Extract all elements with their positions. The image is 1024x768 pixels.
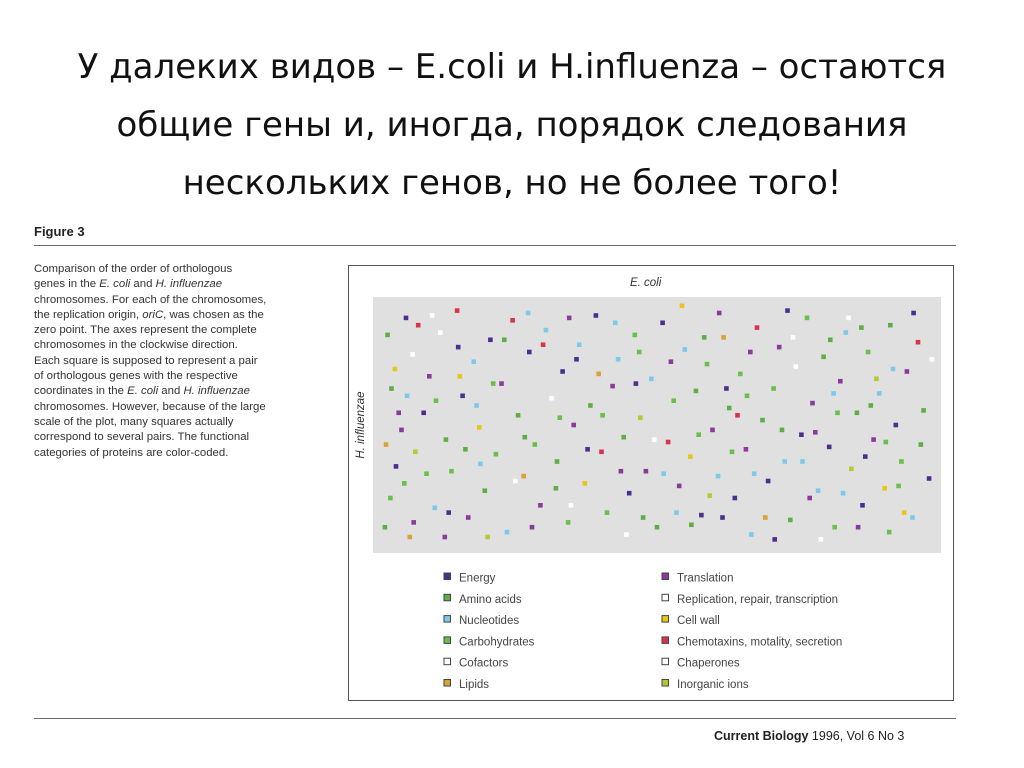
data-point — [680, 303, 685, 308]
data-point — [549, 396, 554, 401]
legend-swatch — [662, 680, 669, 687]
data-point — [446, 510, 451, 515]
legend-label: Chemotaxins, motality, secretion — [677, 636, 843, 649]
data-point — [458, 374, 463, 379]
caption-text: chromosomes. However, because of the large — [34, 400, 266, 413]
data-point — [683, 347, 688, 352]
data-point — [666, 440, 671, 445]
data-point — [404, 316, 409, 321]
data-point — [494, 452, 499, 457]
data-point — [513, 479, 518, 484]
data-point — [652, 437, 657, 442]
data-point — [891, 367, 896, 372]
data-point — [730, 450, 735, 455]
data-point — [416, 323, 421, 328]
caption-text: of orthologous genes with the respective — [34, 370, 238, 383]
data-point — [538, 503, 543, 508]
data-point — [649, 377, 654, 382]
legend-swatch — [662, 658, 669, 665]
data-point — [502, 338, 507, 343]
data-point — [705, 362, 710, 367]
data-point — [877, 391, 882, 396]
data-point — [505, 530, 510, 535]
legend-swatch — [444, 616, 451, 623]
data-point — [930, 357, 935, 362]
data-point — [585, 447, 590, 452]
data-point — [805, 316, 810, 321]
data-point — [846, 316, 851, 321]
data-point — [859, 325, 864, 330]
legend-swatch — [662, 637, 669, 644]
data-point — [605, 510, 610, 515]
plot-area — [373, 297, 941, 553]
data-point — [430, 313, 435, 318]
caption-text: Comparison of the order of orthologous — [34, 263, 233, 275]
data-point — [813, 430, 818, 435]
data-point — [841, 491, 846, 496]
data-point — [894, 423, 899, 428]
caption-text: H. influenzae — [183, 385, 250, 398]
data-point — [616, 357, 621, 362]
data-point — [927, 476, 932, 481]
caption-line — [34, 415, 329, 430]
data-point — [708, 493, 713, 498]
data-point — [434, 398, 439, 403]
caption-line — [34, 308, 329, 323]
data-point — [671, 398, 676, 403]
caption-text: zero point. The axes represent the complete — [34, 324, 257, 337]
data-point — [588, 403, 593, 408]
data-point — [499, 381, 504, 386]
data-point — [438, 330, 443, 335]
data-point — [828, 338, 833, 343]
data-point — [832, 525, 837, 530]
data-point — [554, 486, 559, 491]
figure-top-divider — [34, 245, 956, 246]
legend-label: Inorganic ions — [677, 679, 749, 691]
data-point — [385, 333, 390, 338]
caption-line — [34, 430, 329, 445]
caption-line — [34, 354, 329, 369]
data-point — [661, 471, 666, 476]
data-point — [745, 394, 750, 399]
legend-label: Nucleotides — [459, 615, 520, 628]
caption-text: and — [158, 385, 184, 398]
legend-label: Carbohydrates — [459, 636, 535, 649]
data-point — [413, 450, 418, 455]
data-point — [491, 381, 496, 386]
data-point — [766, 479, 771, 484]
data-point — [471, 359, 476, 364]
data-point — [421, 411, 426, 416]
data-point — [455, 308, 460, 313]
data-point — [463, 447, 468, 452]
data-point — [735, 413, 740, 418]
data-point — [755, 325, 760, 330]
data-point — [916, 340, 921, 345]
data-point — [780, 428, 785, 433]
data-point — [474, 403, 479, 408]
data-point — [477, 425, 482, 430]
data-point — [763, 515, 768, 520]
caption-text: Each square is supposed to represent a pair — [34, 354, 258, 367]
data-point — [399, 428, 404, 433]
data-point — [449, 469, 454, 474]
legend-label: Replication, repair, transcription — [677, 593, 839, 606]
data-point — [791, 335, 796, 340]
data-point — [427, 374, 432, 379]
data-point — [752, 471, 757, 476]
data-point — [860, 503, 865, 508]
caption-line — [34, 323, 329, 338]
data-point — [660, 321, 665, 326]
slide-title-line-3: нескольких генов, но не более того! — [182, 163, 842, 203]
data-point — [569, 503, 574, 508]
data-point — [819, 537, 824, 542]
data-point — [794, 364, 799, 369]
data-point — [402, 481, 407, 486]
data-point — [560, 369, 565, 374]
legend-swatch — [444, 637, 451, 644]
data-point — [694, 389, 699, 394]
data-point — [456, 345, 461, 350]
data-point — [905, 369, 910, 374]
figure-bottom-divider — [34, 718, 956, 719]
data-point — [720, 515, 725, 520]
data-point — [688, 454, 693, 459]
data-point — [689, 523, 694, 528]
caption-line — [34, 338, 329, 353]
data-point — [558, 415, 563, 420]
data-point — [702, 335, 707, 340]
data-point — [855, 411, 860, 416]
legend-swatch — [444, 658, 451, 665]
data-point — [831, 391, 836, 396]
legend-swatch — [662, 616, 669, 623]
data-point — [785, 308, 790, 313]
legend-label: Chaperones — [677, 657, 740, 670]
data-point — [621, 435, 626, 440]
legend-swatch — [444, 573, 451, 580]
data-point — [871, 437, 876, 442]
data-point — [523, 435, 528, 440]
caption-line — [34, 400, 329, 415]
data-point — [384, 442, 389, 447]
data-point — [772, 537, 777, 542]
caption-line — [34, 369, 329, 384]
legend-label: Amino acids — [459, 593, 522, 606]
slide-title-line-1: У далеких видов – E.coli и H.influenza – остаются — [77, 47, 947, 87]
figure-panel — [348, 265, 954, 701]
data-point — [613, 321, 618, 326]
data-point — [710, 428, 715, 433]
data-point — [510, 318, 515, 323]
legend-swatch — [444, 594, 451, 601]
data-point — [388, 496, 393, 501]
data-point — [485, 535, 490, 540]
caption-text: categories of proteins are color-coded. — [34, 446, 229, 459]
data-point — [641, 515, 646, 520]
journal-name: Current Biology — [714, 729, 809, 743]
data-point — [827, 445, 832, 450]
data-point — [478, 462, 483, 467]
data-point — [443, 535, 448, 540]
caption-text: , was chosen as the — [163, 308, 264, 321]
data-point — [624, 532, 629, 537]
data-point — [599, 450, 604, 455]
data-point — [896, 484, 901, 489]
data-point — [727, 406, 732, 411]
data-point — [882, 486, 887, 491]
data-point — [396, 411, 401, 416]
data-point — [699, 513, 704, 518]
data-point — [677, 484, 682, 489]
data-point — [887, 530, 892, 535]
data-point — [483, 488, 488, 493]
journal-citation: 1996, Vol 6 No 3 — [808, 729, 905, 743]
data-point — [637, 350, 642, 355]
data-point — [856, 525, 861, 530]
data-point — [488, 338, 493, 343]
data-point — [444, 437, 449, 442]
data-point — [674, 510, 679, 515]
legend-swatch — [662, 594, 669, 601]
data-point — [389, 386, 394, 391]
data-point — [807, 496, 812, 501]
data-point — [638, 415, 643, 420]
data-point — [644, 469, 649, 474]
data-point — [738, 372, 743, 377]
data-point — [911, 311, 916, 316]
data-point — [533, 442, 538, 447]
data-point — [849, 467, 854, 472]
data-point — [566, 520, 571, 525]
caption-text: correspond to several pairs. The functional — [34, 431, 250, 444]
data-point — [777, 345, 782, 350]
data-point — [863, 454, 868, 459]
data-point — [627, 491, 632, 496]
data-point — [516, 413, 521, 418]
data-point — [844, 330, 849, 335]
data-point — [411, 520, 416, 525]
data-point — [760, 418, 765, 423]
data-point — [583, 481, 588, 486]
data-point — [874, 377, 879, 382]
caption-text: and — [130, 278, 156, 291]
caption-line — [34, 446, 329, 461]
citation-footer — [714, 729, 904, 743]
data-point — [716, 474, 721, 479]
caption-text: coordinates in the — [34, 385, 128, 398]
figure-caption — [34, 262, 329, 461]
data-point — [600, 413, 605, 418]
caption-text: E. coli — [127, 385, 159, 398]
data-point — [541, 342, 546, 347]
legend-label: Translation — [677, 572, 734, 585]
data-point — [527, 350, 532, 355]
data-point — [899, 459, 904, 464]
data-point — [810, 401, 815, 406]
legend-label: Lipids — [459, 679, 490, 691]
caption-text: oriC — [142, 308, 164, 321]
data-point — [530, 525, 535, 530]
data-point — [866, 350, 871, 355]
data-point — [771, 386, 776, 391]
data-point — [838, 379, 843, 384]
data-point — [526, 311, 531, 316]
scatter-chart — [349, 266, 953, 700]
caption-text: the replication origin, — [34, 308, 143, 321]
caption-line — [34, 293, 329, 308]
caption-text: chromosomes in the clockwise direction. — [34, 339, 238, 352]
data-point — [800, 459, 805, 464]
data-point — [619, 469, 624, 474]
caption-line — [34, 277, 329, 292]
data-point — [567, 316, 572, 321]
legend-label: Cell wall — [677, 615, 720, 628]
data-point — [919, 442, 924, 447]
data-point — [749, 532, 754, 537]
caption-text: H. influenzae — [155, 278, 223, 291]
data-point — [717, 311, 722, 316]
y-axis-label: H. influenzae — [355, 391, 367, 459]
data-point — [696, 432, 701, 437]
slide-title — [20, 38, 1004, 212]
data-point — [383, 525, 388, 530]
data-point — [393, 367, 398, 372]
data-point — [408, 535, 413, 540]
data-point — [594, 313, 599, 318]
data-point — [748, 350, 753, 355]
slide-title-line-2: общие гены и, иногда, порядок следования — [116, 105, 908, 145]
data-point — [521, 474, 526, 479]
data-point — [460, 394, 465, 399]
data-point — [733, 496, 738, 501]
data-point — [888, 323, 893, 328]
data-point — [835, 411, 840, 416]
data-point — [634, 381, 639, 386]
data-point — [799, 432, 804, 437]
figure-label: Figure 3 — [34, 224, 85, 239]
data-point — [921, 408, 926, 413]
data-point — [724, 386, 729, 391]
data-point — [405, 394, 410, 399]
data-point — [410, 352, 415, 357]
legend-swatch — [662, 573, 669, 580]
caption-text: chromosomes. For each of the chromosomes, — [34, 293, 267, 306]
data-point — [782, 459, 787, 464]
data-point — [816, 488, 821, 493]
caption-line — [34, 262, 329, 277]
data-point — [577, 342, 582, 347]
data-point — [433, 506, 438, 511]
data-point — [610, 384, 615, 389]
caption-text: scale of the plot, many squares actually — [34, 415, 234, 428]
data-point — [466, 515, 471, 520]
data-point — [424, 471, 429, 476]
legend-label: Energy — [459, 572, 496, 585]
data-point — [574, 357, 579, 362]
data-point — [544, 328, 549, 333]
x-axis-label: E. coli — [629, 277, 662, 289]
data-point — [744, 447, 749, 452]
data-point — [394, 464, 399, 469]
data-point — [821, 355, 826, 360]
legend-label: Cofactors — [459, 657, 509, 670]
caption-text: E. coli — [99, 278, 131, 291]
caption-text: genes in the — [34, 278, 100, 291]
data-point — [596, 372, 601, 377]
data-point — [884, 440, 889, 445]
data-point — [721, 335, 726, 340]
data-point — [633, 333, 638, 338]
caption-line — [34, 384, 329, 399]
data-point — [902, 510, 907, 515]
data-point — [910, 515, 915, 520]
data-point — [669, 359, 674, 364]
data-point — [571, 423, 576, 428]
legend-swatch — [444, 680, 451, 687]
data-point — [655, 525, 660, 530]
data-point — [555, 459, 560, 464]
data-point — [788, 518, 793, 523]
data-point — [869, 403, 874, 408]
